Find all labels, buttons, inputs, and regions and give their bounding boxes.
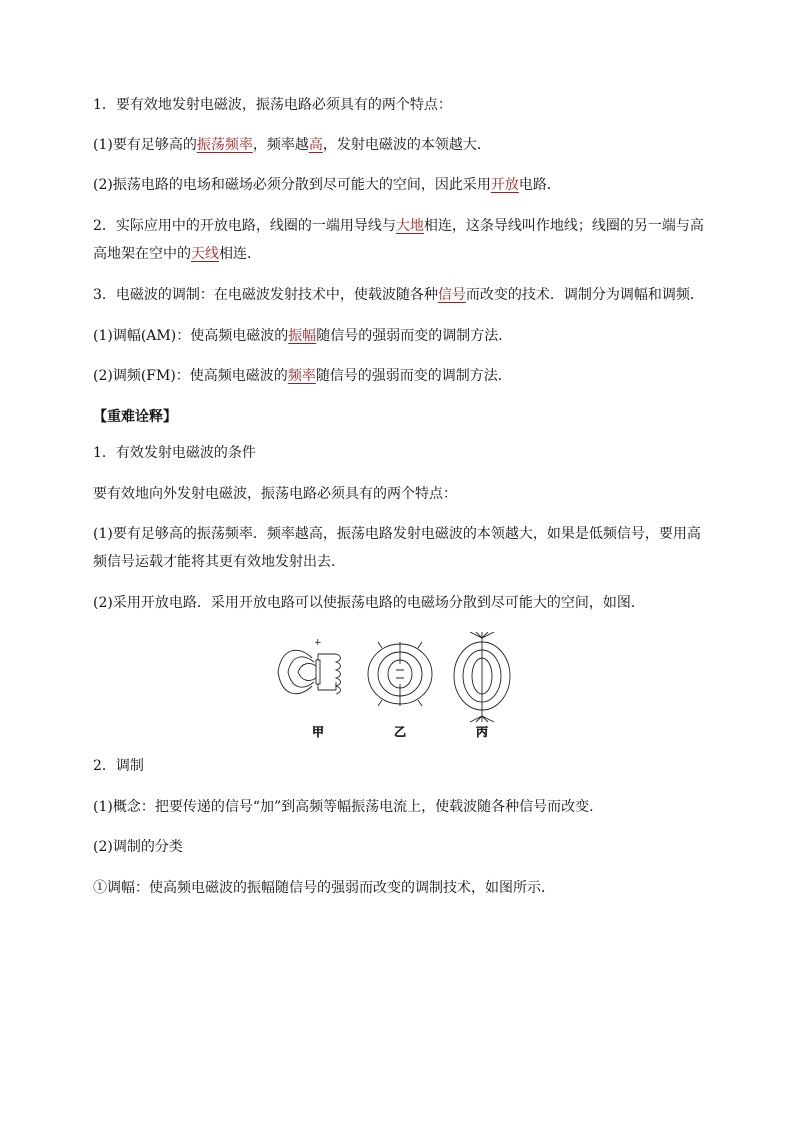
text-segment: (2)调频(FM)：使高频电磁波的 [93, 368, 288, 384]
text-segment: 相连． [219, 246, 261, 262]
figure-label-bing: 丙 [476, 725, 489, 739]
text-line [93, 95, 452, 115]
text-line [93, 216, 704, 236]
text-line [93, 135, 491, 155]
text-line [93, 175, 561, 195]
paragraph-text: (1)概念：把要传递的信号“加”到高频等幅振荡电流上，使载波随各种信号而改变. [93, 799, 594, 815]
open-circuit-field-figure [270, 632, 530, 742]
figure-label-yi: 乙 [394, 725, 407, 739]
paragraph-text: (2)采用开放电路．采用开放电路可以使振荡电路的电磁场分散到尽可能大的空间，如图． [93, 595, 645, 611]
text-line [93, 285, 704, 305]
text-segment: 电路． [518, 177, 561, 193]
highlighted-term: 高 [308, 137, 323, 153]
highlighted-term: 振幅 [288, 328, 317, 344]
highlighted-term: 振荡频率 [196, 137, 253, 153]
text-line [93, 244, 261, 264]
paragraph-text: 要有效地向外发射电磁波，振荡电路必须具有的两个特点： [93, 486, 457, 502]
highlighted-term: 大地 [395, 218, 424, 234]
text-segment: 高地架在空中的 [93, 246, 191, 262]
text-segment: (2)振荡电路的电场和磁场必须分散到尽可能大的空间，因此采用 [93, 177, 491, 193]
text-segment: 相连，这条导线叫作地线；线圈的另一端与高 [423, 218, 704, 234]
text-segment: (1)调幅(AM)：使高频电磁波的 [93, 328, 289, 344]
figure-label-jia: 甲 [312, 725, 325, 739]
paragraph-text: 1．要有效地发射电磁波，振荡电路必须具有的两个特点： [93, 97, 452, 113]
text-segment: ，发射电磁波的本领越大． [322, 137, 491, 153]
text-line [93, 326, 512, 346]
section-heading: 【重难诠释】 [93, 409, 177, 425]
highlighted-term: 天线 [191, 246, 219, 262]
paragraph-text: (1)要有足够高的振荡频率．频率越高，振荡电路发射电磁波的本领越大，如果是低频信号，要用高 [93, 526, 701, 542]
text-segment: 3．电磁波的调制：在电磁波发射技术中，使载波随各种 [93, 287, 438, 303]
subheading: 1．有效发射电磁波的条件 [93, 445, 256, 461]
highlighted-term: 开放 [490, 177, 519, 193]
text-segment: ，频率越 [252, 137, 309, 153]
text-segment: 2．实际应用中的开放电路，线圈的一端用导线与 [93, 218, 396, 234]
text-line [93, 366, 512, 386]
paragraph-text: ①调幅：使高频电磁波的振幅随信号的强弱而改变的调制技术，如图所示． [93, 880, 555, 896]
text-segment: (1)要有足够高的 [93, 137, 197, 153]
figure-bing-diagram [454, 632, 510, 722]
paragraph-text: 频信号运载才能将其更有效地发射出去． [93, 554, 345, 570]
figure-yi-diagram [368, 642, 432, 706]
highlighted-term: 信号 [437, 287, 466, 303]
paragraph-text: (2)调制的分类 [93, 839, 183, 855]
text-segment: 而改变的技术．调制分为调幅和调频． [465, 287, 704, 303]
subheading: 2．调制 [93, 758, 144, 774]
svg-text:+: + [314, 638, 322, 648]
text-segment: 随信号的强弱而变的调制方法． [315, 368, 512, 384]
text-segment: 随信号的强弱而变的调制方法． [316, 328, 513, 344]
highlighted-term: 频率 [287, 368, 316, 384]
figure-jia-diagram [278, 638, 341, 694]
